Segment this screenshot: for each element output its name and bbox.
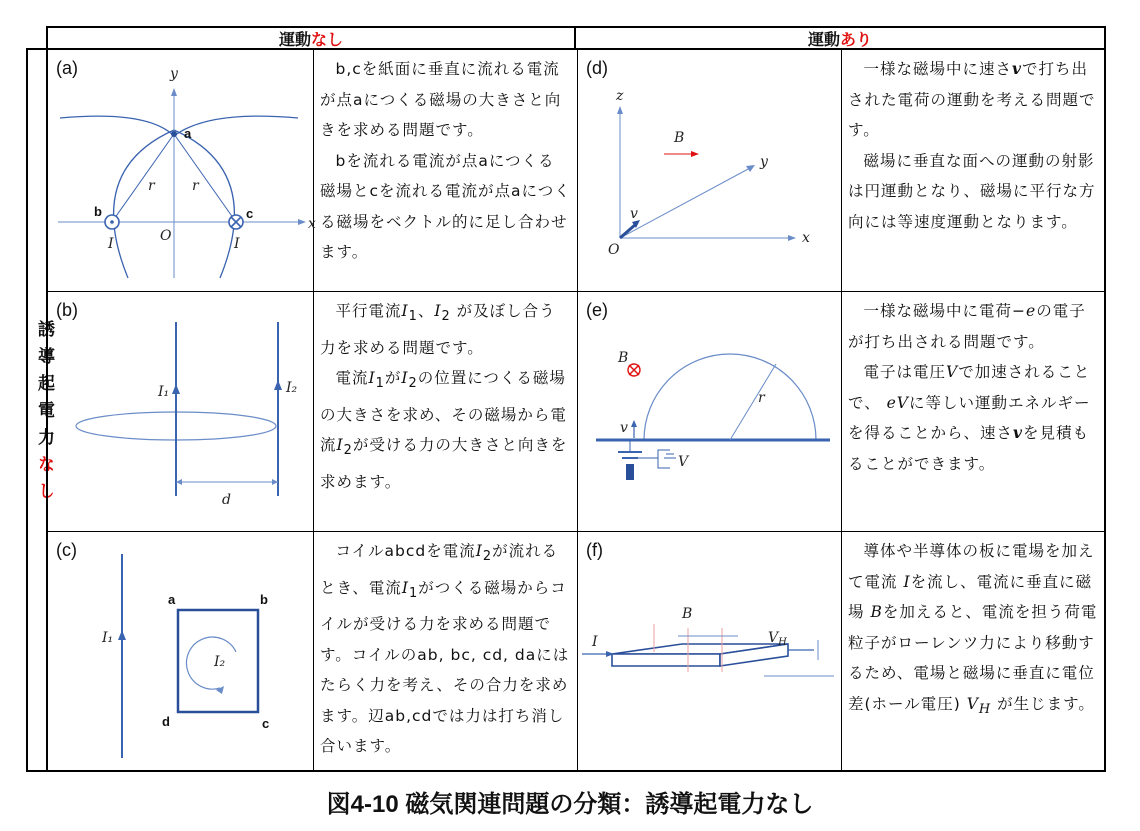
fig-a-y-label: y <box>170 66 178 82</box>
header-no-motion <box>46 26 576 50</box>
cell-d-text <box>842 50 1104 292</box>
fig-e-v-label: v <box>620 420 628 436</box>
figure-c-coil <box>48 532 314 770</box>
cell-c-label: (c) <box>56 540 77 560</box>
fig-a-point-a: a <box>184 126 192 141</box>
header-right-prefix: 運動 <box>807 31 840 49</box>
fig-a-current-b: I <box>108 236 114 252</box>
cell-b-label: (b) <box>56 300 78 320</box>
cell-a-para-1: b,cを紙面に垂直に流れる電流が点aにつくる磁場の大きさと向きを求める問題です。 <box>320 60 562 139</box>
cell-a-para-2: bを流れる電流が点aにつくる磁場とcを流れる電流が点aにつくる磁場をベクトル的に足し合わせます。 <box>320 151 571 261</box>
header-left-prefix: 運動 <box>278 31 311 49</box>
fig-a-r-left: r <box>148 178 155 194</box>
fig-a-current-c: I <box>234 236 240 252</box>
fig-c-corner-a: a <box>168 592 176 607</box>
fig-d-origin: O <box>608 242 620 258</box>
fig-b-d-label: d <box>222 492 231 508</box>
header-left-accent: なし <box>311 31 344 49</box>
fig-e-b-label: B <box>618 350 629 366</box>
fig-c-corner-b: b <box>260 592 268 607</box>
fig-a-point-b: b <box>94 204 102 219</box>
header-with-motion <box>574 26 1106 50</box>
fig-c-corner-d: d <box>162 714 170 729</box>
cell-d-para-2: 磁場に垂直な面への運動の射影は円運動となり、磁場に平行な方向には等速度運動となります。 <box>848 151 1096 231</box>
cell-d-label: (d) <box>586 58 608 78</box>
cell-b-text <box>314 292 578 532</box>
classification-table <box>26 26 1106 772</box>
cell-b-para-2: 電流$I_1$が$I_2$の位置につくる磁場の大きさを求め、その磁場から電流$I_2$が受ける力の大きさと向きを求めます。 <box>320 369 568 491</box>
fig-d-x-label: x <box>802 230 810 246</box>
cell-b-figure <box>48 292 314 532</box>
cell-e-text <box>842 292 1104 532</box>
cell-c-text <box>314 532 578 770</box>
cell-a-figure <box>48 50 314 292</box>
fig-c-i1-label: I₁ <box>102 630 114 646</box>
fig-f-i-label: I <box>592 634 598 650</box>
cell-f-text <box>842 532 1104 770</box>
fig-d-v-label: v <box>630 206 638 222</box>
fig-b-i2-label: I₂ <box>286 380 298 396</box>
header-right-accent: あり <box>840 31 873 49</box>
fig-c-corner-c: c <box>262 716 270 731</box>
sidebar-accent: なし <box>35 455 54 509</box>
cell-d-figure <box>578 50 842 292</box>
cell-f-figure <box>578 532 842 770</box>
figure-f-hall-effect <box>578 532 842 770</box>
fig-a-x-label: x <box>308 216 316 232</box>
cell-a-label: (a) <box>56 58 78 78</box>
sidebar-induced-emf <box>26 48 54 772</box>
cell-c-figure <box>48 532 314 770</box>
cell-b-para-1: 平行電流$I_1$、$I_2$ が及ぼし合う力を求める問題です。 <box>320 302 556 357</box>
fig-a-origin: O <box>160 228 172 244</box>
fig-f-vh-label: $V_H$ <box>768 630 787 648</box>
figure-a-two-wires <box>48 50 314 292</box>
fig-c-i2-label: I₂ <box>214 654 226 670</box>
figure-caption: 図4-10 磁気関連問題の分類：誘導起電力なし <box>326 791 814 818</box>
fig-e-voltage-label: V <box>678 454 689 470</box>
sidebar-label <box>28 320 54 509</box>
cell-d-para-1: 一様な磁場中に速さvで打ち出された電荷の運動を考える問題です。 <box>848 59 1096 139</box>
fig-d-y-label: y <box>760 154 768 170</box>
cell-f-para-1: 導体や半導体の板に電場を加えて電流 Iを流し、電流に垂直に磁場 Bを加えると、電流を担う荷電粒子がローレンツ力により移動するため、電場と磁場に垂直に電位差(ホール電圧) $V_H$ が生じます。 <box>848 542 1098 717</box>
fig-a-r-right: r <box>192 178 199 194</box>
sidebar-prefix: 誘導起電力 <box>35 320 54 455</box>
fig-a-point-c: c <box>246 206 254 221</box>
fig-e-r-label: r <box>758 390 765 406</box>
cell-a-text <box>314 50 578 292</box>
fig-b-i1-label: I₁ <box>158 384 170 400</box>
fig-d-z-label: z <box>616 88 624 104</box>
cell-c-para-1: コイルabcdを電流$I_2$が流れるとき、電流$I_1$がつくる磁場からコイルが受ける力を求める問題です。コイルのab, bc, cd, daにはたらく力を考え、その合力を求めます。辺ab,cdでは力は打ち消し合います。 <box>320 542 570 756</box>
fig-f-b-label: B <box>682 606 693 622</box>
figure-e-electron <box>578 292 842 532</box>
cell-e-para-1: 一様な磁場中に電荷−eの電子が打ち出される問題です。 <box>848 302 1086 351</box>
figure-d-axes <box>578 50 842 292</box>
cell-e-figure <box>578 292 842 532</box>
cell-e-para-2: 電子は電圧Vで加速されることで、 eVに等しい運動エネルギーを得ることから、速さvを見積もることができます。 <box>848 363 1091 473</box>
figure-b-parallel-currents <box>48 292 314 532</box>
cell-f-label: (f) <box>586 540 603 560</box>
fig-d-b-label: B <box>674 130 685 146</box>
problem-grid <box>46 48 1106 772</box>
cell-e-label: (e) <box>586 300 608 320</box>
